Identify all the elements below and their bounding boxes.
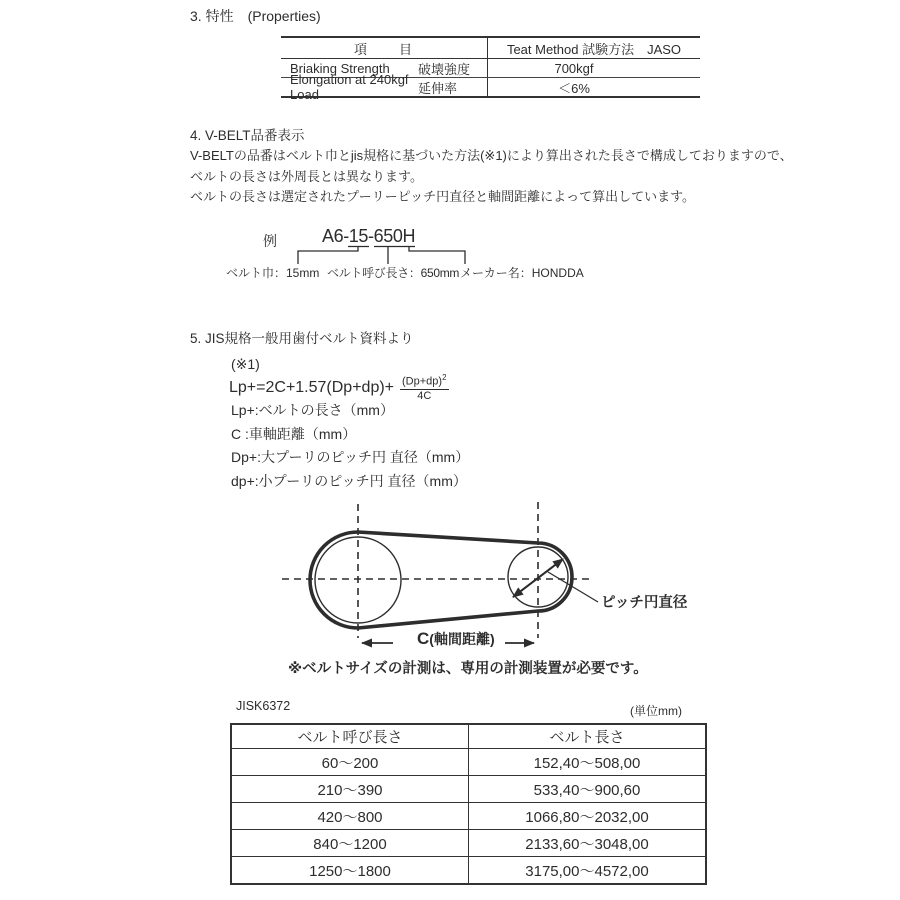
belt-length-cell: 152,40〜508,00 [468, 749, 705, 775]
nominal-length-cell: 210〜390 [317, 781, 383, 799]
example-label: 例 [263, 233, 277, 249]
unit-label: (単位mm) [630, 704, 682, 718]
nominal-length-cell: 60〜200 [321, 754, 379, 772]
definition-line: dp+:小プーリのピッチ円 直径（mm） [231, 472, 467, 489]
section3-heading: 3. 特性 (Properties) [190, 8, 321, 24]
table-row [232, 748, 705, 775]
properties-header-row [281, 38, 700, 59]
belt-size-table [230, 723, 707, 885]
properties-header-method: Teat Method 試験方法 JASO [487, 38, 700, 58]
nominal-length-cell: 840〜1200 [313, 835, 387, 853]
belt-length-cell: 1066,80〜2032,00 [468, 803, 705, 829]
section4-paragraph [190, 146, 793, 208]
formula-note-ref: (※1) [231, 356, 260, 372]
table-row [232, 775, 705, 802]
callout-maker-name: メーカー名：HONDDA [460, 266, 584, 280]
fraction-numerator: (Dp+dp) [402, 375, 443, 388]
formula-definitions [231, 400, 469, 494]
property-name-en: Briaking Strength [290, 60, 390, 76]
table-row [232, 829, 705, 856]
property-name-en: Elongation at 240kgf Load [290, 72, 409, 102]
fraction-exponent: 2 [442, 373, 447, 382]
belt-outline [310, 532, 572, 628]
property-name-jp: 破壊強度 [418, 61, 471, 77]
size-table-header: ベルト長さ [468, 725, 705, 748]
belt-length-cell: 533,40〜900,60 [468, 776, 705, 802]
distance-c-text: (軸間距離) [429, 631, 495, 647]
size-table-header-row [232, 725, 705, 748]
definition-line: Dp+:大プーリのピッチ円 直径（mm） [231, 449, 470, 465]
definition-line: C :車軸距離（mm） [231, 425, 357, 442]
table-row [232, 856, 705, 883]
nominal-length-cell: 1250〜1800 [309, 862, 391, 880]
callout-belt-width: ベルト巾：15mm [226, 266, 320, 280]
callout-belt-length: ベルト呼び長さ：650mm [327, 266, 460, 280]
belt-length-formula [229, 373, 449, 403]
definition-line: Lp+:ベルトの長さ（mm） [231, 402, 394, 418]
section4-heading: 4. V-BELT品番表示 [190, 128, 305, 143]
paragraph-line: ベルトの長さは外周長とは異なります。 [190, 168, 423, 184]
property-value: 700kgf [487, 59, 700, 77]
section5-heading: 5. JIS規格一般用歯付ベルト資料より [190, 331, 414, 346]
formula-main: Lp+=2C+1.57(Dp+dp)+ [229, 378, 395, 396]
measurement-note: ※ベルトサイズの計測は、専用の計測装置が必要です。 [288, 661, 648, 677]
pitch-diameter-label: ピッチ円直径 [601, 595, 688, 611]
fraction-denominator: 4C [417, 390, 432, 403]
part-number: A6-15-650H [322, 226, 416, 246]
properties-table [281, 36, 700, 102]
nominal-length-cell: 420〜800 [317, 808, 383, 826]
formula-fraction [400, 373, 449, 403]
belt-length-cell: 2133,60〜3048,00 [468, 830, 705, 856]
paragraph-line: ベルトの長さは選定されたプーリーピッチ円直径と軸間距離によって算出しています。 [190, 189, 696, 204]
table-row [281, 72, 700, 102]
part-number-callout-lines [228, 244, 488, 266]
jis-code-label: JISK6372 [236, 699, 291, 713]
belt-length-cell: 3175,00〜4572,00 [468, 857, 705, 883]
table-row [232, 802, 705, 829]
center-distance-label [417, 629, 495, 649]
distance-c-symbol: C [417, 629, 430, 648]
property-value: ＜6% [487, 78, 700, 96]
size-table-header: ベルト呼び長さ [297, 729, 403, 746]
paragraph-line: V-BELTの品番はベルト巾とjis規格に基づいた方法(※1)により算出された長さで構成しておりますので、 [190, 148, 793, 163]
properties-header-item: 項 目 [353, 41, 414, 57]
property-name-jp: 延伸率 [418, 80, 458, 96]
